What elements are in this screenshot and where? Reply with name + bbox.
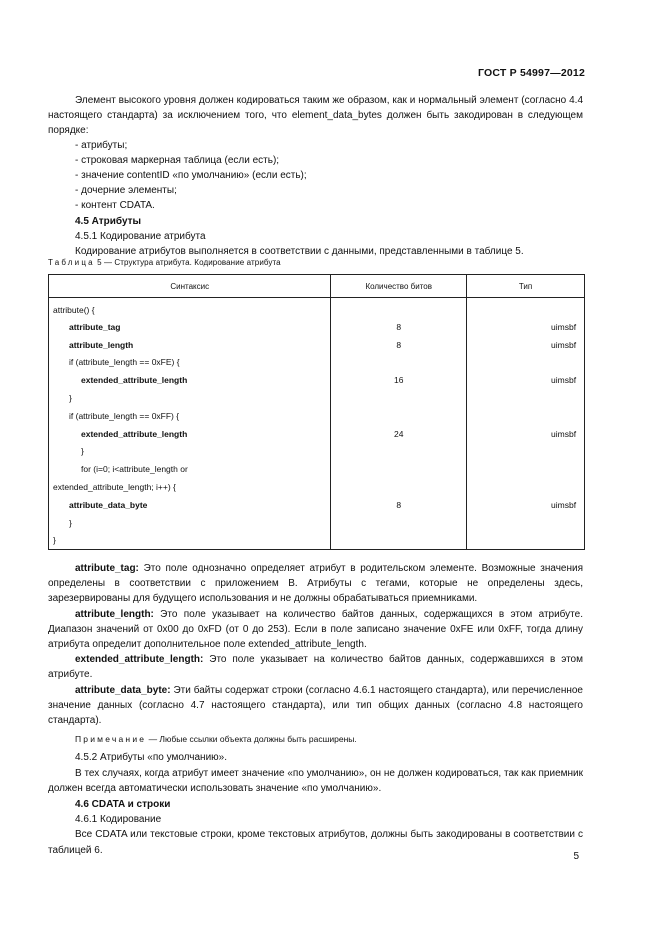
type-cell: uimsbf [467,371,585,389]
definitions-section [48,561,583,858]
list-item: - дочерние элементы; [75,185,177,196]
table-header-row [49,275,585,298]
type-cell: uimsbf [467,496,585,514]
note-text: — Любые ссылки объекта должны быть расширены. [146,734,357,745]
column-header-bits: Количество битов [331,275,467,298]
syntax-cell: extended_attribute_length [49,425,331,443]
syntax-cell: for (i=0; i<attribute_length or [49,460,331,478]
bits-cell [331,407,467,425]
table-caption-text: 5 — Структура атрибута. Кодирование атрибута [94,258,281,267]
subsection-heading-4-5-2: 4.5.2 Атрибуты «по умолчанию». [75,752,228,764]
bits-cell [331,298,467,319]
subsection-heading-4-6-1: 4.6.1 Кодирование [75,814,162,826]
syntax-cell: } [49,532,331,550]
type-cell [467,443,585,461]
type-cell: uimsbf [467,336,585,354]
page-number: 5 [573,851,579,862]
syntax-cell: attribute_data_byte [49,496,331,514]
table-caption [48,258,281,267]
type-cell [467,532,585,550]
standard-designation: ГОСТ Р 54997—2012 [477,67,585,79]
bits-cell [331,389,467,407]
syntax-cell: if (attribute_length == 0xFF) { [49,407,331,425]
bits-cell: 24 [331,425,467,443]
table-row [49,336,585,354]
table-row [49,496,585,514]
bits-cell [331,443,467,461]
definition-attribute-tag [48,561,583,607]
syntax-cell: attribute() { [49,298,331,319]
list-item: - значение contentID «по умолчанию» (если есть); [75,170,307,181]
syntax-cell: attribute_length [49,336,331,354]
table-row [49,514,585,532]
section-heading-4-6: 4.6 CDATA и строки [75,799,171,811]
syntax-cell: } [49,443,331,461]
type-cell [467,407,585,425]
definition-extended-attribute-length [48,652,583,682]
definition-attribute-length [48,607,583,653]
table-row [49,443,585,461]
syntax-cell: if (attribute_length == 0xFE) { [49,354,331,372]
intro-section [48,93,583,259]
type-cell [467,389,585,407]
table-caption-label: Таблица [48,258,95,267]
column-header-type: Тип [467,275,585,298]
definition-text: Это поле однозначно определяет атрибут в родительском элементе. Возможные значения определены в соответствии с приложением В. Атрибуты с тегами, которые не определены здесь, зарезервированы для будущего использования и не должны обрабатываться приемниками. [48,563,583,605]
bits-cell [331,514,467,532]
table-row [49,478,585,496]
bits-cell: 8 [331,496,467,514]
table-row [49,318,585,336]
bits-cell: 8 [331,318,467,336]
table-row [49,532,585,550]
bits-cell [331,460,467,478]
list-item: - контент CDATA. [75,200,155,211]
table-row [49,371,585,389]
table-row [49,425,585,443]
table-row [49,407,585,425]
bits-cell [331,532,467,550]
section-paragraph: Все CDATA или текстовые строки, кроме текстовых атрибутов, должны быть закодированы в соответствии с таблицей 6. [48,829,583,856]
type-cell: uimsbf [467,318,585,336]
definition-term: attribute_length: [75,608,154,620]
type-cell [467,354,585,372]
definition-term: attribute_data_byte: [75,684,171,696]
syntax-cell: } [49,514,331,532]
section-paragraph: В тех случаях, когда атрибут имеет значение «по умолчанию», он не должен кодироваться, так как приемник должен всегда автоматически использовать значение «по умолчанию». [48,767,583,794]
table-row [49,354,585,372]
type-cell [467,478,585,496]
definition-term: attribute_tag: [75,563,139,574]
syntax-cell: extended_attribute_length [49,371,331,389]
note-label: Примечание [75,734,147,745]
definition-attribute-data-byte [48,683,583,729]
section-paragraph: Кодирование атрибутов выполняется в соответствии с данными, представленными в таблице 5. [75,246,524,257]
type-cell: uimsbf [467,425,585,443]
definition-term: extended_attribute_length: [75,654,204,666]
type-cell [467,514,585,532]
note [48,732,583,747]
table-row [49,389,585,407]
bits-cell [331,354,467,372]
definition-text: Это поле указывает на количество байтов данных, содержавшихся в этом атрибуте. [48,654,583,681]
definition-text: Эти байты содержат строки (согласно 4.6.1 настоящего стандарта), или перечисленное значение данных (согласно 4.7 настоящего стандарта), или тип общих данных (согласно 4.8 настоящего стандарта). [48,684,583,727]
bits-cell: 8 [331,336,467,354]
bits-cell [331,478,467,496]
syntax-cell: extended_attribute_length; i++) { [49,478,331,496]
type-cell [467,298,585,319]
intro-paragraph: Элемент высокого уровня должен кодироваться таким же образом, как и нормальный элемент (согласно 4.4 настоящего стандарта) за исключением того, что element_data_bytes должен быть закодирован в следующем порядке: [48,95,583,136]
syntax-cell: attribute_tag [49,318,331,336]
table-row [49,298,585,319]
list-item: - атрибуты; [75,140,128,151]
bits-cell: 16 [331,371,467,389]
subsection-heading-4-5-1: 4.5.1 Кодирование атрибута [75,231,206,242]
section-heading-4-5: 4.5 Атрибуты [75,216,142,227]
syntax-cell: } [49,389,331,407]
table-row [49,460,585,478]
definition-text: Это поле указывает на количество байтов данных, содержащихся в этом атрибуте. Диапазон значений от 0x00 до 0xFD (от 0 до 253). Если в поле записано значение 0xFE или 0xFF, тогда длину атрибута определит дополнительное поле extended_attribute_length. [48,608,583,651]
column-header-syntax: Синтаксис [49,275,331,298]
type-cell [467,460,585,478]
attribute-structure-table [48,274,585,550]
list-item: - строковая маркерная таблица (если есть); [75,155,280,166]
